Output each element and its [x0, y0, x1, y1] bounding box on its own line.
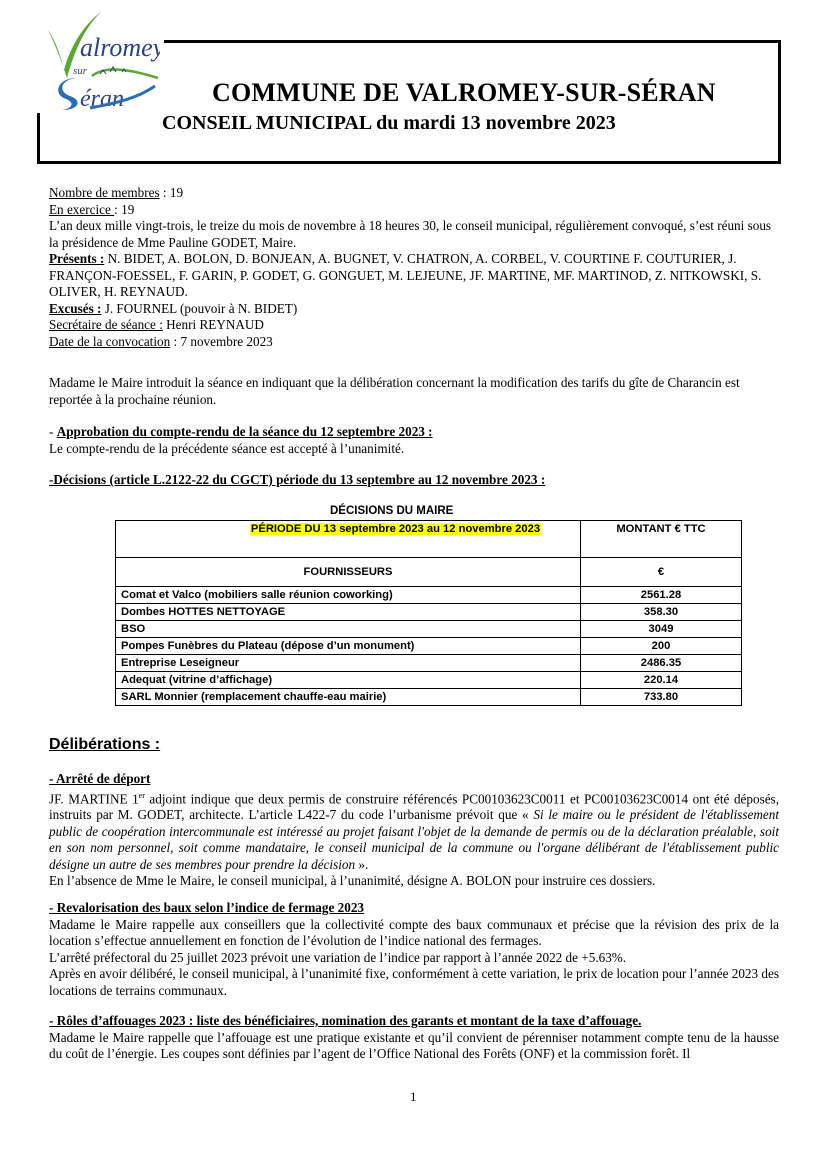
amount-cell: 2486.35 [581, 655, 742, 672]
approval-text: Le compte-rendu de la précédente séance est accepté à l’unanimité. [49, 440, 405, 456]
logo-s-mark [58, 78, 77, 110]
amount-cell: 2561.28 [581, 587, 742, 604]
convocation-value: : 7 novembre 2023 [170, 333, 273, 349]
decisions-table [115, 520, 742, 706]
excused-value: J. FOURNEL (pouvoir à N. BIDET) [101, 300, 298, 316]
amount-cell: 358.30 [581, 604, 742, 621]
suppliers-header: FOURNISSEURS [116, 558, 581, 587]
currency-header: € [581, 558, 742, 587]
deport-title: - Arrêté de déport [49, 771, 151, 786]
secretary-label: Secrétaire de séance : [49, 317, 163, 332]
amount-header: MONTANT € TTC [581, 521, 742, 558]
table-row [116, 689, 742, 706]
deport-block: - Arrêté de déport JF. MARTINE 1er adjoint indique que deux permis de construire référencés PC00103623C0011 et PC00103623C0014 ont été déposés, instruits par M. GODET, architecte. L’article L422-7 du code l’urbanisme prévoit que « Si le maire ou le président de l'établissement public de coopération intercommunale est intéressé au projet faisant l'objet de la demande de permis ou de la déclaration préalable, soit en son nom personnel, soit comme mandataire, le conseil municipal de la commune ou l'organe délibérant de l'établissement public désigne un autre de ses membres pour prendre la décision ». En l’absence de Mme le Maire, le conseil municipal, à l’unanimité, désigne A. BOLON pour instruire ces dossiers. [49, 771, 779, 889]
table-row [116, 655, 742, 672]
table-row [116, 638, 742, 655]
members-value: : 19 [159, 185, 184, 200]
supplier-cell: Entreprise Leseigneur [116, 655, 581, 672]
table-header-row [116, 521, 742, 558]
amount-cell: 200 [581, 638, 742, 655]
intro-block [49, 185, 779, 350]
members-label: Nombre de membres [49, 185, 160, 200]
supplier-cell: Comat et Valco (mobiliers salle réunion coworking) [116, 587, 581, 604]
page-subtitle: CONSEIL MUNICIPAL du mardi 13 novembre 2023 [162, 112, 616, 134]
legal-quote: Si le maire ou le président de l'établissement public de coopération intercommunale est intéressé au projet faisant l'objet de la demande de permis ou de la déclaration préalable, soit en son nom personnel, soit comme mandataire, le conseil municipal de la commune ou l'organe délibérant de l'établissement public désigne un autre de ses membres pour prendre la décision [49, 807, 779, 872]
logo-text-sur: sur [73, 65, 88, 77]
table-row [116, 621, 742, 638]
affouages-block: - Rôles d’affouages 2023 : liste des bénéficiaires, nomination des garants et montant de la taxe d’affouage. Madame le Maire rappelle que l’affouage est une pratique existante et qu’il convient de pérenniser notamment compte tenu de la hausse du coût de l’énergie. Les coupes sont définies par l’agent de l’Office National des Forêts (ONF) et la commission forêt. Il [49, 1013, 779, 1061]
logo-text-seran: éran [80, 86, 124, 112]
supplier-cell: Dombes HOTTES NETTOYAGE [116, 604, 581, 621]
table-row [116, 672, 742, 689]
secretary-value: Henri REYNAUD [162, 317, 264, 332]
supplier-cell: BSO [116, 621, 581, 638]
preamble: L’an deux mille vingt-trois, le treize du mois de novembre à 18 heures 30, le conseil municipal, régulièrement convoqué, s’est réuni sous la présidence de Mme Pauline GODET, Maire. [49, 218, 772, 250]
supplier-cell: Adequat (vitrine d’affichage) [116, 672, 581, 689]
logo-graphic [40, 8, 160, 113]
amount-cell: 733.80 [581, 689, 742, 706]
table-row [116, 604, 742, 621]
affouages-title: - Rôles d’affouages 2023 : liste des bénéficiaires, nomination des garants et montant de la taxe d’affouage. [49, 1013, 642, 1028]
approval-block: - Approbation du compte-rendu de la séance du 12 septembre 2023 : Le compte-rendu de la précédente séance est accepté à l’unanimité. [49, 424, 779, 457]
present-value: N. BIDET, A. BOLON, D. BONJEAN, A. BUGNET, V. CHATRON, A. CORBEL, V. COURTINE F. COUTURIER, J. FRANÇON-FOESSEL, F. GARIN, P. GODET, G. GONGUET, M. LEJEUNE, JF. MARTINE, MF. MARTINOD, Z. NITKOWSKI, S. OLIVER, H. REYNAUD. [49, 251, 762, 299]
page-title: COMMUNE DE VALROMEY-SUR-SÉRAN [212, 78, 716, 107]
exercise-value: : 19 [114, 201, 135, 217]
deliberations-title: Délibérations : [49, 736, 161, 753]
leases-block: - Revalorisation des baux selon l’indice de fermage 2023 Madame le Maire rappelle aux conseillers que la collectivité compte des baux communaux et précise que la révision des prix de la location s’effectue annuellement en fonction de l’évolution de l’indice national des fermages. L’arrêté préfectoral du 25 juillet 2023 prévoit une variation de l’indice par rapport à l’année 2022 de +5.63%. Après en avoir délibéré, le conseil municipal, à l’unanimité fixe, conformément à cette variation, le prix de location pour l’année 2023 des locations de terrains communaux. [49, 900, 779, 998]
page-number: 1 [410, 1089, 417, 1104]
opening-paragraph: Madame le Maire introduit la séance en indiquant que la délibération concernant la modification des tarifs du gîte de Charancin est reportée à la prochaine réunion. [49, 375, 740, 407]
supplier-cell: Pompes Funèbres du Plateau (dépose d’un monument) [116, 638, 581, 655]
present-label: Présents : [49, 251, 105, 266]
table-subheader-row [116, 558, 742, 587]
approval-title: Approbation du compte-rendu de la séance du 12 septembre 2023 : [56, 424, 433, 439]
decisions-title: -Décisions (article L.2122-22 du CGCT) période du 13 septembre au 12 novembre 2023 : [49, 472, 546, 487]
amount-cell: 220.14 [581, 672, 742, 689]
period-label: PÉRIODE DU 13 septembre 2023 au 12 novembre 2023 [250, 523, 541, 535]
logo-text-main: alromey [80, 33, 160, 62]
leases-title: - Revalorisation des baux selon l’indice de fermage 2023 [49, 900, 365, 915]
amount-cell: 3049 [581, 621, 742, 638]
supplier-cell: SARL Monnier (remplacement chauffe-eau mairie) [116, 689, 581, 706]
table-caption: DÉCISIONS DU MAIRE [330, 505, 454, 517]
excused-label: Excusés : [49, 300, 102, 316]
deport-decision: En l’absence de Mme le Maire, le conseil municipal, à l’unanimité, désigne A. BOLON pour instruire ces dossiers. [49, 873, 656, 889]
convocation-label: Date de la convocation [49, 333, 171, 349]
commune-logo [40, 8, 160, 113]
exercise-label: En exercice [49, 201, 115, 217]
table-row [116, 587, 742, 604]
